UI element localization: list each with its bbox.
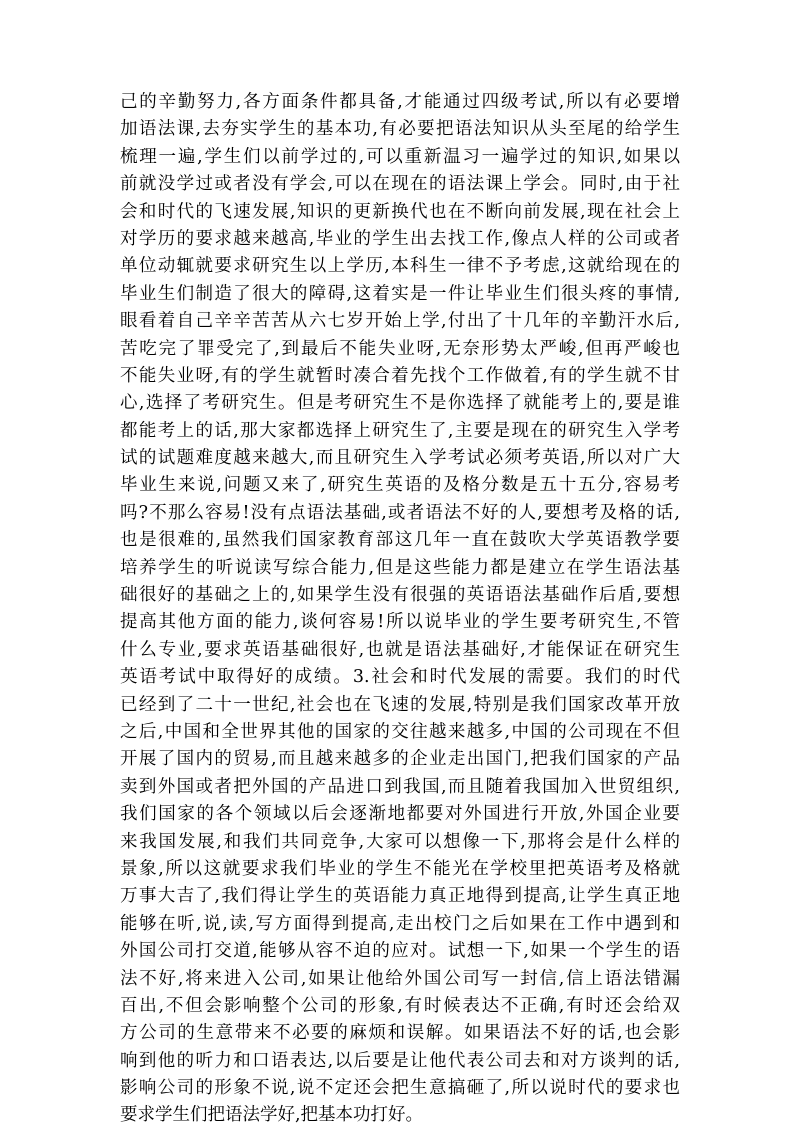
text-line: 响到他的听力和口语表达,以后要是让他代表公司去和对方谈判的话, [120, 1050, 680, 1071]
text-line: 培养学生的听说读写综合能力,但是这些能力都是建立在学生语法基 [120, 557, 680, 578]
text-line: 万事大吉了,我们得让学生的英语能力真正地得到提高,让学生真正地 [120, 886, 680, 907]
text-line: 眼看着自己辛辛苦苦从六七岁开始上学,付出了十几年的辛勤汗水后, [120, 311, 680, 332]
text-line: 百出,不但会影响整个公司的形象,有时候表达不正确,有时还会给双 [120, 995, 680, 1016]
text-line: 提高其他方面的能力,谈何容易!所以说毕业的学生要考研究生,不管 [120, 612, 680, 633]
text-line: 试的试题难度越来越大,而且研究生入学考试必须考英语,所以对广大 [120, 448, 680, 469]
text-line: 来我国发展,和我们共同竞争,大家可以想像一下,那将会是什么样的 [120, 831, 680, 852]
text-line: 之后,中国和全世界其他的国家的交往越来越多,中国的公司现在不但 [120, 721, 680, 742]
text-line: 单位动辄就要求研究生以上学历,本科生一律不予考虑,这就给现在的 [120, 256, 680, 277]
text-line: 什么专业,要求英语基础很好,也就是语法基础好,才能保证在研究生 [120, 639, 680, 660]
text-line: 苦吃完了罪受完了,到最后不能失业呀,无奈形势太严峻,但再严峻也 [120, 338, 680, 359]
text-line: 础很好的基础之上的,如果学生没有很强的英语语法基础作后盾,要想 [120, 585, 680, 606]
text-line: 前就没学过或者没有学会,可以在现在的语法课上学会。同时,由于社 [120, 174, 680, 195]
text-line: 毕业生来说,问题又来了,研究生英语的及格分数是五十五分,容易考 [120, 475, 680, 496]
text-line: 方公司的生意带来不必要的麻烦和误解。如果语法不好的话,也会影 [120, 1023, 680, 1044]
text-line: 梳理一遍,学生们以前学过的,可以重新温习一遍学过的知识,如果以 [120, 146, 680, 167]
text-line: 景象,所以这就要求我们毕业的学生不能光在学校里把英语考及格就 [120, 858, 680, 879]
text-line: 己的辛勤努力,各方面条件都具备,才能通过四级考试,所以有必要增 [120, 92, 680, 112]
text-line: 会和时代的飞速发展,知识的更新换代也在不断向前发展,现在社会上 [120, 201, 680, 222]
text-line: 也是很难的,虽然我们国家教育部这几年一直在鼓吹大学英语教学要 [120, 530, 680, 551]
text-line: 我们国家的各个领域以后会逐渐地都要对外国进行开放,外国企业要 [120, 804, 680, 825]
text-line: 不能失业呀,有的学生就暂时凑合着先找个工作做着,有的学生就不甘 [120, 365, 680, 386]
text-line: 影响公司的形象不说,说不定还会把生意搞砸了,所以说时代的要求也 [120, 1078, 680, 1099]
text-line: 毕业生们制造了很大的障碍,这着实是一件让毕业生们很头疼的事情, [120, 283, 680, 304]
text-line: 对学历的要求越来越高,毕业的学生出去找工作,像点人样的公司或者 [120, 228, 680, 249]
body-text [120, 89, 680, 1130]
text-line: 开展了国内的贸易,而且越来越多的企业走出国门,把我们国家的产品 [120, 749, 680, 770]
text-line: 都能考上的话,那大家都选择上研究生了,主要是现在的研究生入学考 [120, 420, 680, 441]
text-line: 法不好,将来进入公司,如果让他给外国公司写一封信,信上语法错漏 [120, 968, 680, 989]
text-line: 已经到了二十一世纪,社会也在飞速的发展,特别是我们国家改革开放 [120, 694, 680, 715]
text-line: 卖到外国或者把外国的产品进口到我国,而且随着我国加入世贸组织, [120, 776, 680, 797]
text-line: 吗?不那么容易!没有点语法基础,或者语法不好的人,要想考及格的话, [120, 502, 680, 523]
text-line: 英语考试中取得好的成绩。3.社会和时代发展的需要。我们的时代 [120, 667, 680, 688]
text-line: 心,选择了考研究生。但是考研究生不是你选择了就能考上的,要是谁 [120, 393, 680, 414]
text-line: 加语法课,去夯实学生的基本功,有必要把语法知识从头至尾的给学生 [120, 119, 680, 140]
text-line: 外国公司打交道,能够从容不迫的应对。试想一下,如果一个学生的语 [120, 941, 680, 962]
text-line: 要求学生们把语法学好,把基本功打好。 [120, 1105, 424, 1126]
text-line: 能够在听,说,读,写方面得到提高,走出校门之后如果在工作中遇到和 [120, 913, 680, 934]
